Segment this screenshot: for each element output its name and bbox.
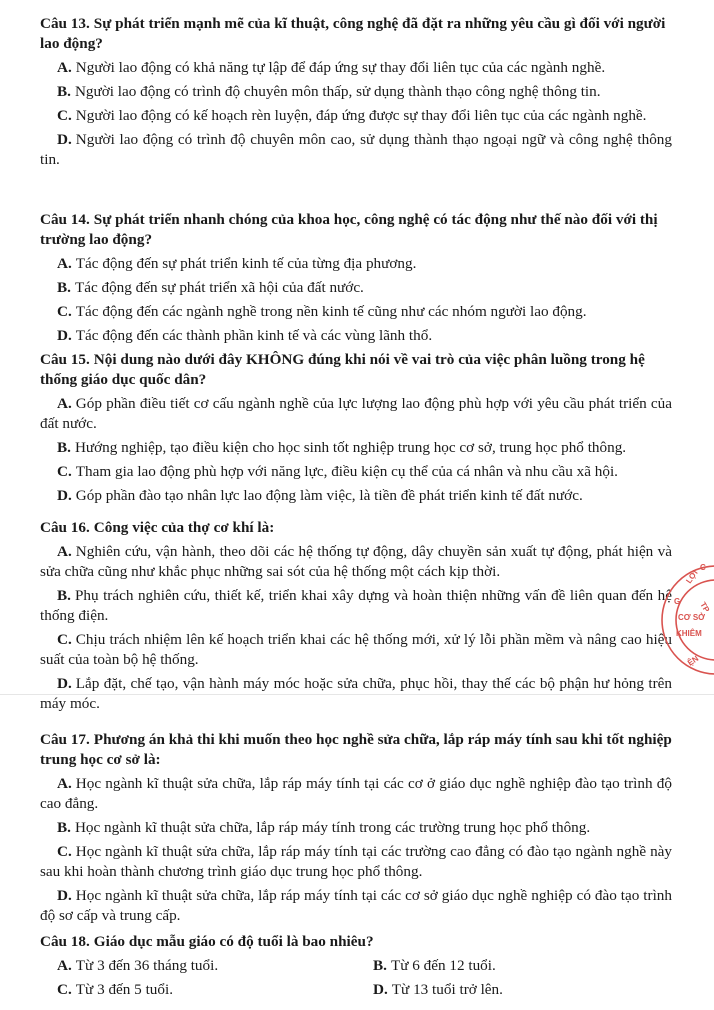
option-c[interactable]: C. Người lao động có kế hoạch rèn luyện, đáp ứng được sự thay đổi liên tục của các ngành nghề. [57,107,647,124]
question-number: Câu 18. [40,933,90,950]
option-c[interactable]: C. Tác động đến các ngành nghề trong nền kinh tế cũng như các nhóm người lao động. [57,303,587,320]
seal-text: C [700,563,706,572]
question-text: Sự phát triển nhanh chóng của khoa học, công nghệ có tác động như thế nào đối với thị trường lao động? [40,211,658,248]
seal-stamp [660,560,714,680]
question-14 [40,210,672,350]
option-a[interactable]: A. Học ngành kĩ thuật sửa chữa, lắp ráp máy tính tại các cơ ở giáo dục nghề nghiệp đào tạo trình độ cao đẳng. [40,775,672,812]
seal-text: LỢI [684,568,700,586]
question-title [40,932,672,952]
seal-icon [660,560,714,680]
option-b[interactable]: B. Hướng nghiệp, tạo điều kiện cho học sinh tốt nghiệp trung học cơ sở, trung học phổ thông. [57,439,627,456]
option-b[interactable]: B. Người lao động có trình độ chuyên môn thấp, sử dụng thành thạo công nghệ thông tin. [57,83,601,100]
question-text: Phương án khả thi khi muốn theo học nghề sửa chữa, lắp ráp máy tính sau khi tốt nghiệp trung học cơ sở là: [40,731,672,768]
option-d[interactable]: D. Người lao động có trình độ chuyên môn cao, sử dụng thành thạo ngoại ngữ và công nghệ thông tin. [40,131,672,168]
question-text: Giáo dục mẫu giáo có độ tuổi là bao nhiêu? [93,933,374,950]
option-d[interactable]: D. Góp phần đào tạo nhân lực lao động làm việc, là tiền đề phát triển kinh tế đất nước. [57,487,583,504]
option-a[interactable]: A. Tác động đến sự phát triển kinh tế của từng địa phương. [57,255,417,272]
option-c[interactable]: C. Tham gia lao động phù hợp với năng lực, điều kiện cụ thể của cá nhân và nhu cầu xã hội. [57,463,618,480]
question-title [40,350,672,390]
question-number: Câu 15. [40,351,90,368]
options-row [40,956,672,976]
question-15 [40,350,672,510]
option-b[interactable]: B. Từ 6 đến 12 tuổi. [373,957,496,974]
option-b[interactable]: B. Phụ trách nghiên cứu, thiết kế, triển khai xây dựng và hoàn thiện những vấn đề liên quan đến hệ thống điện. [40,587,672,624]
option-a[interactable]: A. Từ 3 đến 36 tháng tuổi. [57,957,219,974]
question-text: Sự phát triển mạnh mẽ của kĩ thuật, công nghệ đã đặt ra những yêu cầu gì đối với người lao động? [40,15,666,52]
option-d[interactable]: D. Từ 13 tuổi trở lên. [373,981,503,998]
seal-text: TP [698,600,712,614]
question-17 [40,730,672,930]
question-13 [40,14,672,174]
question-title [40,518,672,538]
question-number: Câu 17. [40,731,90,748]
question-title [40,14,672,54]
option-d[interactable]: D. Lắp đặt, chế tạo, vận hành máy móc hoặc sửa chữa, phục hồi, thay thế các bộ phận hư hỏng trên máy móc. [40,675,672,712]
option-b[interactable]: B. Tác động đến sự phát triển xã hội của đất nước. [57,279,364,296]
question-text: Nội dung nào dưới đây KHÔNG đúng khi nói về vai trò của việc phân luồng trong hệ thống giáo dục quốc dân? [40,351,645,388]
option-c[interactable]: C. Chịu trách nhiệm lên kế hoạch triển khai các hệ thống mới, xử lý lỗi phần mềm và nâng cao hiệu suất của toàn bộ hệ thống. [40,631,672,668]
seal-text: CƠ SỞ [678,613,705,622]
question-text: Công việc của thợ cơ khí là: [93,519,275,536]
option-d[interactable]: D. Tác động đến các thành phần kinh tế và các vùng lãnh thổ. [57,327,433,344]
option-c[interactable]: C. Từ 3 đến 5 tuổi. [57,981,174,998]
seal-text: ỆN [685,653,701,668]
option-b[interactable]: B. Học ngành kĩ thuật sửa chữa, lắp ráp máy tính trong các trường trung học phổ thông. [57,819,591,836]
question-title [40,730,672,770]
seal-text: KHIÊM [676,629,702,638]
option-d[interactable]: D. Học ngành kĩ thuật sửa chữa, lắp ráp máy tính tại các cơ sở giáo dục nghề nghiệp có đào tạo trình độ sơ cấp và trung cấp. [40,887,672,924]
divider [0,694,714,695]
question-number: Câu 16. [40,519,90,536]
option-a[interactable]: A. Góp phần điều tiết cơ cấu ngành nghề của lực lượng lao động phù hợp với yêu cầu phát triển của đất nước. [40,395,672,432]
option-a[interactable]: A. Nghiên cứu, vận hành, theo dõi các hệ thống tự động, dây chuyền sản xuất tự động, phát hiện và sửa chữa cũng như khắc phục những sai sót của hệ thống một cách kịp thời. [40,543,672,580]
option-a[interactable]: A. Người lao động có khả năng tự lập để đáp ứng sự thay đổi liên tục của các ngành nghề. [57,59,606,76]
question-title [40,210,672,250]
option-c[interactable]: C. Học ngành kĩ thuật sửa chữa, lắp ráp máy tính tại các trường cao đẳng có đào tạo ngành nghề này sau khi hoàn thành chương trình giáo dục trung học phổ thông. [40,843,672,880]
question-16 [40,518,672,718]
question-number: Câu 13. [40,15,90,32]
question-number: Câu 14. [40,211,90,228]
seal-text: G [674,597,681,606]
question-18 [40,932,672,1004]
options-row [40,980,672,1000]
